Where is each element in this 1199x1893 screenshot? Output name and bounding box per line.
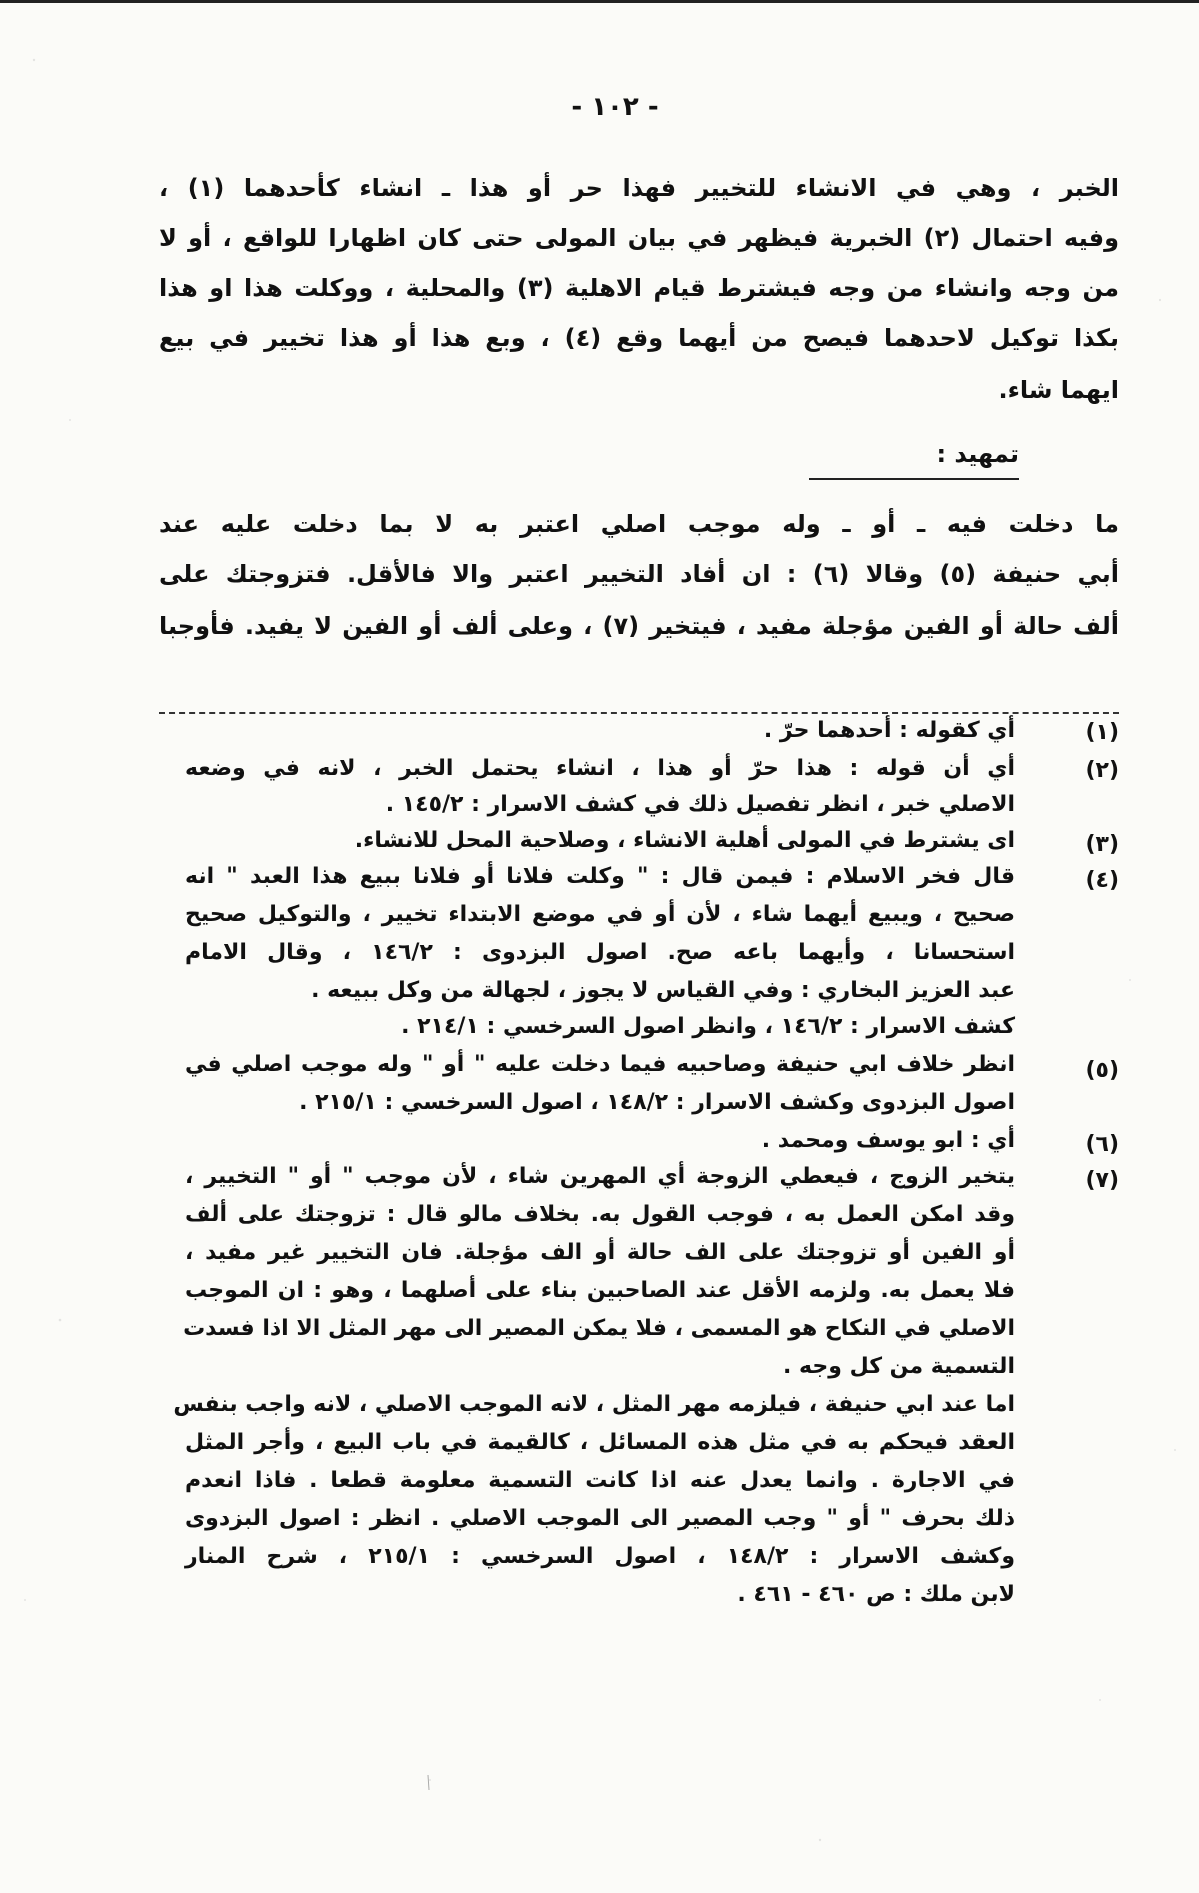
footnote-line: يتخير الزوج ، فيعطي الزوجة أي المهرين شاء ، لأن موجب " أو " التخيير ، — [185, 1164, 1015, 1189]
footnote-line: الاصلي خبر ، انظر تفصيل ذلك في كشف الاسرار : ١٤٥/٢ . — [385, 792, 1015, 817]
footnote-line: انظر خلاف ابي حنيفة وصاحبيه فيما دخلت عليه " أو " وله موجب اصلي في — [185, 1052, 1015, 1077]
footnote-line: عبد العزيز البخاري : وفي القياس لا يجوز ، لجهالة من وكل ببيعه . — [311, 978, 1015, 1003]
footnote-line: صحيح ، ويبيع أيهما شاء ، لأن أو في موضع الابتداء تخيير ، والتوكيل صحيح — [185, 902, 1015, 927]
footnote-line: أي : ابو يوسف ومحمد . — [761, 1128, 1015, 1153]
page-number: - ١٠٢ - — [571, 92, 659, 122]
footnote-number: (٦) — [1085, 1132, 1119, 1157]
intro-line: أبي حنيفة (٥) وقالا (٦) : ان أفاد التخيير اعتبر والا فالأقل. فتزوجتك على — [159, 560, 1119, 588]
footnote-line: اصول البزدوى وكشف الاسرار : ١٤٨/٢ ، اصول السرخسي : ٢١٥/١ . — [299, 1090, 1015, 1115]
body-line: من وجه وانشاء من وجه فيشترط قيام الاهلية (٣) والمحلية ، ووكلت هذا او هذا — [159, 274, 1120, 302]
footnote-line: اما عند ابي حنيفة ، فيلزمه مهر المثل ، لانه الموجب الاصلي ، لانه واجب بنفس — [173, 1392, 1015, 1417]
footnote-line: استحسانا ، وأيهما باعه صح. اصول البزدوى : ١٤٦/٢ ، وقال الامام — [185, 940, 1015, 965]
footnote-line: التسمية من كل وجه . — [783, 1354, 1015, 1379]
footnote-line: العقد فيحكم به في مثل هذه المسائل ، كالقيمة في باب البيع ، وأجر المثل — [185, 1430, 1015, 1455]
footnote-line: أو الفين أو تزوجتك على الف حالة أو الف مؤجلة. فان التخيير غير مفيد ، — [185, 1240, 1015, 1265]
footnote-line: كشف الاسرار : ١٤٦/٢ ، وانظر اصول السرخسي : ٢١٤/١ . — [401, 1014, 1015, 1039]
footnote-number: (٤) — [1085, 868, 1119, 893]
footnote-number: (٧) — [1085, 1168, 1119, 1193]
footnote-line: أي كقوله : أحدهما حرّ . — [763, 718, 1015, 743]
footnote-line: قال فخر الاسلام : فيمن قال : " وكلت فلانا أو فلانا ببيع هذا العبد " انه — [185, 864, 1015, 889]
footnote-number: (٢) — [1085, 758, 1119, 783]
section-heading: تمهيد : — [809, 440, 1019, 480]
intro-line: ما دخلت فيه ـ أو ـ وله موجب اصلي اعتبر به لا بما دخلت عليه عند — [159, 510, 1119, 538]
footnote-line: وكشف الاسرار : ١٤٨/٢ ، اصول السرخسي : ٢١٥/١ ، شرح المنار — [185, 1544, 1016, 1569]
footnote-line: لابن ملك : ص ٤٦٠ - ٤٦١ . — [737, 1582, 1015, 1607]
footnote-line: أي أن قوله : هذا حرّ أو هذا ، انشاء يحتمل الخبر ، لانه في وضعه — [185, 756, 1015, 781]
footnote-divider — [159, 712, 1119, 714]
footnote-number: (٥) — [1085, 1058, 1119, 1083]
footnote-line: في الاجارة . وانما يعدل عنه اذا كانت التسمية معلومة قطعا . فاذا انعدم — [185, 1468, 1015, 1493]
body-line: الخبر ، وهي في الانشاء للتخيير فهذا حر أو هذا ـ انشاء كأحدهما (١) ، — [159, 174, 1119, 202]
footnote-line: اى يشترط في المولى أهلية الانشاء ، وصلاحية المحل للانشاء. — [354, 828, 1015, 853]
footnote-line: الاصلي في النكاح هو المسمى ، فلا يمكن المصير الى مهر المثل الا اذا فسدت — [183, 1316, 1015, 1341]
body-line: بكذا توكيل لاحدهما فيصح من أيهما وقع (٤) ، وبع هذا أو هذا تخيير في بيع — [159, 324, 1120, 352]
footnote-line: فلا يعمل به. ولزمه الأقل عند الصاحبين بناء على أصلهما ، وهو : ان الموجب — [185, 1278, 1015, 1303]
footnote-number: (١) — [1085, 720, 1119, 745]
footnote-number: (٣) — [1085, 832, 1119, 857]
body-line: ايهما شاء. — [998, 376, 1119, 404]
intro-line: ألف حالة أو الفين مؤجلة مفيد ، فيتخير (٧) ، وعلى ألف أو الفين لا يفيد. فأوجبا — [159, 612, 1120, 640]
top-border-line — [0, 0, 1199, 3]
footnote-line: ذلك بحرف " أو " وجب المصير الى الموجب الاصلي . انظر : اصول البزدوى — [185, 1506, 1015, 1531]
body-line: وفيه احتمال (٢) الخبرية فيظهر في بيان المولى حتى كان اظهارا للواقع ، أو لا — [159, 224, 1119, 252]
footnote-line: وقد امكن العمل به ، فوجب القول به. بخلاف مالو قال : تزوجتك على ألف — [185, 1202, 1015, 1227]
